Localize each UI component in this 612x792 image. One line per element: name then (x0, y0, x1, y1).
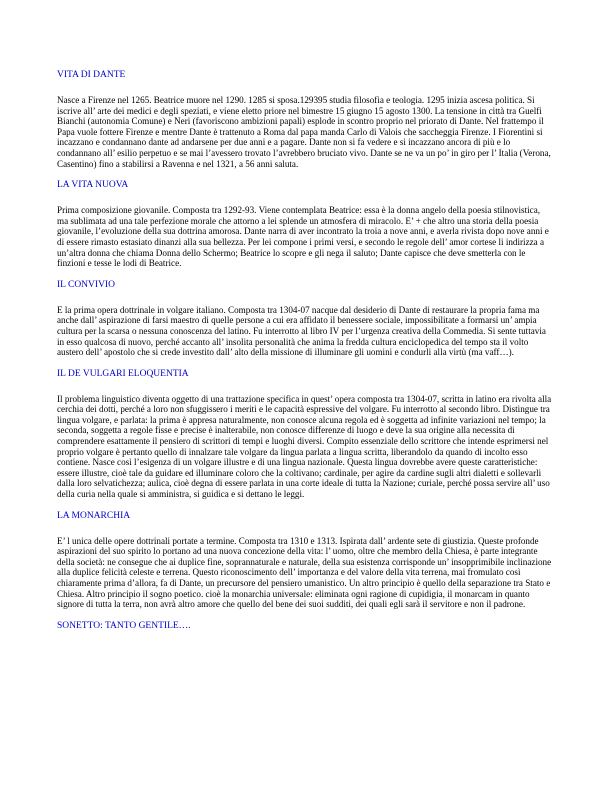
section-heading-la-vita-nuova: LA VITA NUOVA (57, 180, 129, 191)
section-heading-la-monarchia: LA MONARCHIA (57, 510, 131, 521)
section-text-vita-di-dante: Nasce a Firenze nel 1265. Beatrice muore nel 1290. 1285 si sposa.129395 studia filosofia e teologia. 1295 inizia ascesa politica. Si iscrive all’ arte dei medici e degli speziati, e viene eletto priore nel bimestre 15 giugno 15 agosto 1300. La tensione in città tra Guelfi Bianchi (autonomia Comune) e Neri (favoriscono ambizioni papali) esplode in scontro proprio nel priorato di Dante. Nel frattempo il Papa vuole fottere Firenze e mentre Dante è trattenuto a Roma dal papa manda Carlo di Valois che saccheggia Firenze. I Fiorentini si incazzano e condannano dante ad andarsene per due anni e a pagare. Dante non si fa vedere e si incazzano ancora di più e lo condannano all’ esilio perpetuo e se mai l’avessero trovato l’avrebbero bruciato vivo. Dante se ne va un po’ in giro per l’ Italia (Verona, Casentino) fino a stabilirsi a Ravenna e nel 1321, a 56 anni saluta. (57, 95, 551, 169)
section-text-la-monarchia: E’ l unica delle opere dottrinali portate a termine. Composta tra 1310 e 1313. Ispirata dall’ ardente sete di giustizia. Queste profonde aspirazioni del suo spirito lo portano ad una nuova concezione della vita: l’ uomo, oltre che membro della Chiesa, è parte integrante della società: ne consegue che ai duplice fine, soprannaturale e naturale, della sua esistenza corrisponde un’ insopprimibile inclinazione alla duplice felicità celeste e terrena. Questo riconoscimento dell’ importanza e del valore della vita terrena, mai fromulato così chiaramente prima d’allora, fa di Dante, un precursore del pensiero umanistico. Un altro principio è quello della separazione tra Stato e Chiesa. Altro principio il sogno poetico. cioè la monarchia universale: eliminata ogni ragione di cupidigia, il monarcam in quanto signore di tutta la terra, non avrà altro amore che quello del bene dei suoi sudditi, dei quali egli sarà il servitore e non il padrone. (57, 535, 552, 610)
section-heading-il-convivio: IL CONVIVIO (57, 279, 115, 290)
section-heading-de-vulgari-eloquentia: IL DE VULGARI ELOQUENTIA (57, 368, 189, 379)
section-heading-sonetto: SONETTO: TANTO GENTILE…. (57, 620, 191, 631)
document-page (57, 70, 553, 646)
section-text-il-convivio: E la prima opera dottrinale in volgare italiano. Composta tra 1304-07 nacque dal desiderio di Dante di restaurare la propria fama ma anche dall’ aspirazione di farsi maestro di quelle persone a cui era affidato il benessere sociale, impossibilitate a formarsi un’ ampia cultura per la scarsa o nessuna conoscenza del latino. Fu interrotto al libro IV per l’urgenza creativa della Commedia. Si sente tuttavia in esso qualcosa di nuovo, perché accanto all’ insolita personalità che anima la fredda cultura enciclopedica del tempo sta il volto austero dell’ apostolo che si crede investito dall’ alto della missione di illuminare gli uomini e condurli alla virtù (ma vaff…). (57, 304, 546, 358)
section-text-la-vita-nuova: Prima composizione giovanile. Composta tra 1292-93. Viene contemplata Beatrice: essa è la donna angelo della poesia stilnovistica, ma sublimata ad una tale perfezione morale che attorno a lei splende un atmosfera di miracolo. E’ + che altro una storia della poesia giovanile, l’evoluzione della sua dottrina amorosa. Dante narra di aver incontrato la troia a nove anni, e averla rivista dopo nove anni e di essere rimasto estasiato dinanzi alla sua bellezza. Per lei compone i primi versi, e secondo le regole dell’ amor cortese li indirizza a un’altra donna che chiama Donna dello Schermo; Beatrice lo scopre e gli nega il saluto; Dante capisce che deve smetterla con le finzioni e tesse le lodi di Beatrice. (57, 205, 549, 269)
section-text-de-vulgari-eloquentia: Il problema linguistico diventa oggetto di una trattazione specifica in quest’ opera composta tra 1304-07, scritta in latino era rivolta alla cerchia dei dotti, perché a loro non sfuggissero i meriti e le capacità espressive del volgare. Fu interrotto al secondo libro. Distingue tra lingua volgare, e parlata: la prima è appresa naturalmente, non conosce alcuna regola ed è soggetta ad infinite variazioni nel tempo; la seconda, soggetta a regole fisse e precise è inalterabile, non conosce differenze di luogo e deve la sua origine alla necessita di comprendere esattamente il pensiero di scrittori di tempi e luoghi diversi. Compito essenziale dello scrittore che intende esprimersi nel proprio volgare è pertanto quello di innalzare tale volgare da lingua parlata a lingua scritta, liberandolo da quando di incolto esso contiene. Nasce così l’esigenza di un volgare illustre e di una lingua nazionale. Questa lingua dovrebbe avere queste caratteristiche: essere illustre, cioè tale da guidare ed illuminare coloro che la coltivano; cardinale, per agire da cardine sugli altri dialetti e sollevarli dalla loro selvatichezza; aulica, cioè degna di essere parlata in una corte ideale di tutta la Nazione; curiale, perché possa servire all’ uso della curia nella quale si amministra, si guidica e si dettano le leggi. (57, 393, 552, 500)
section-heading-vita-di-dante: VITA DI DANTE (57, 70, 126, 80)
